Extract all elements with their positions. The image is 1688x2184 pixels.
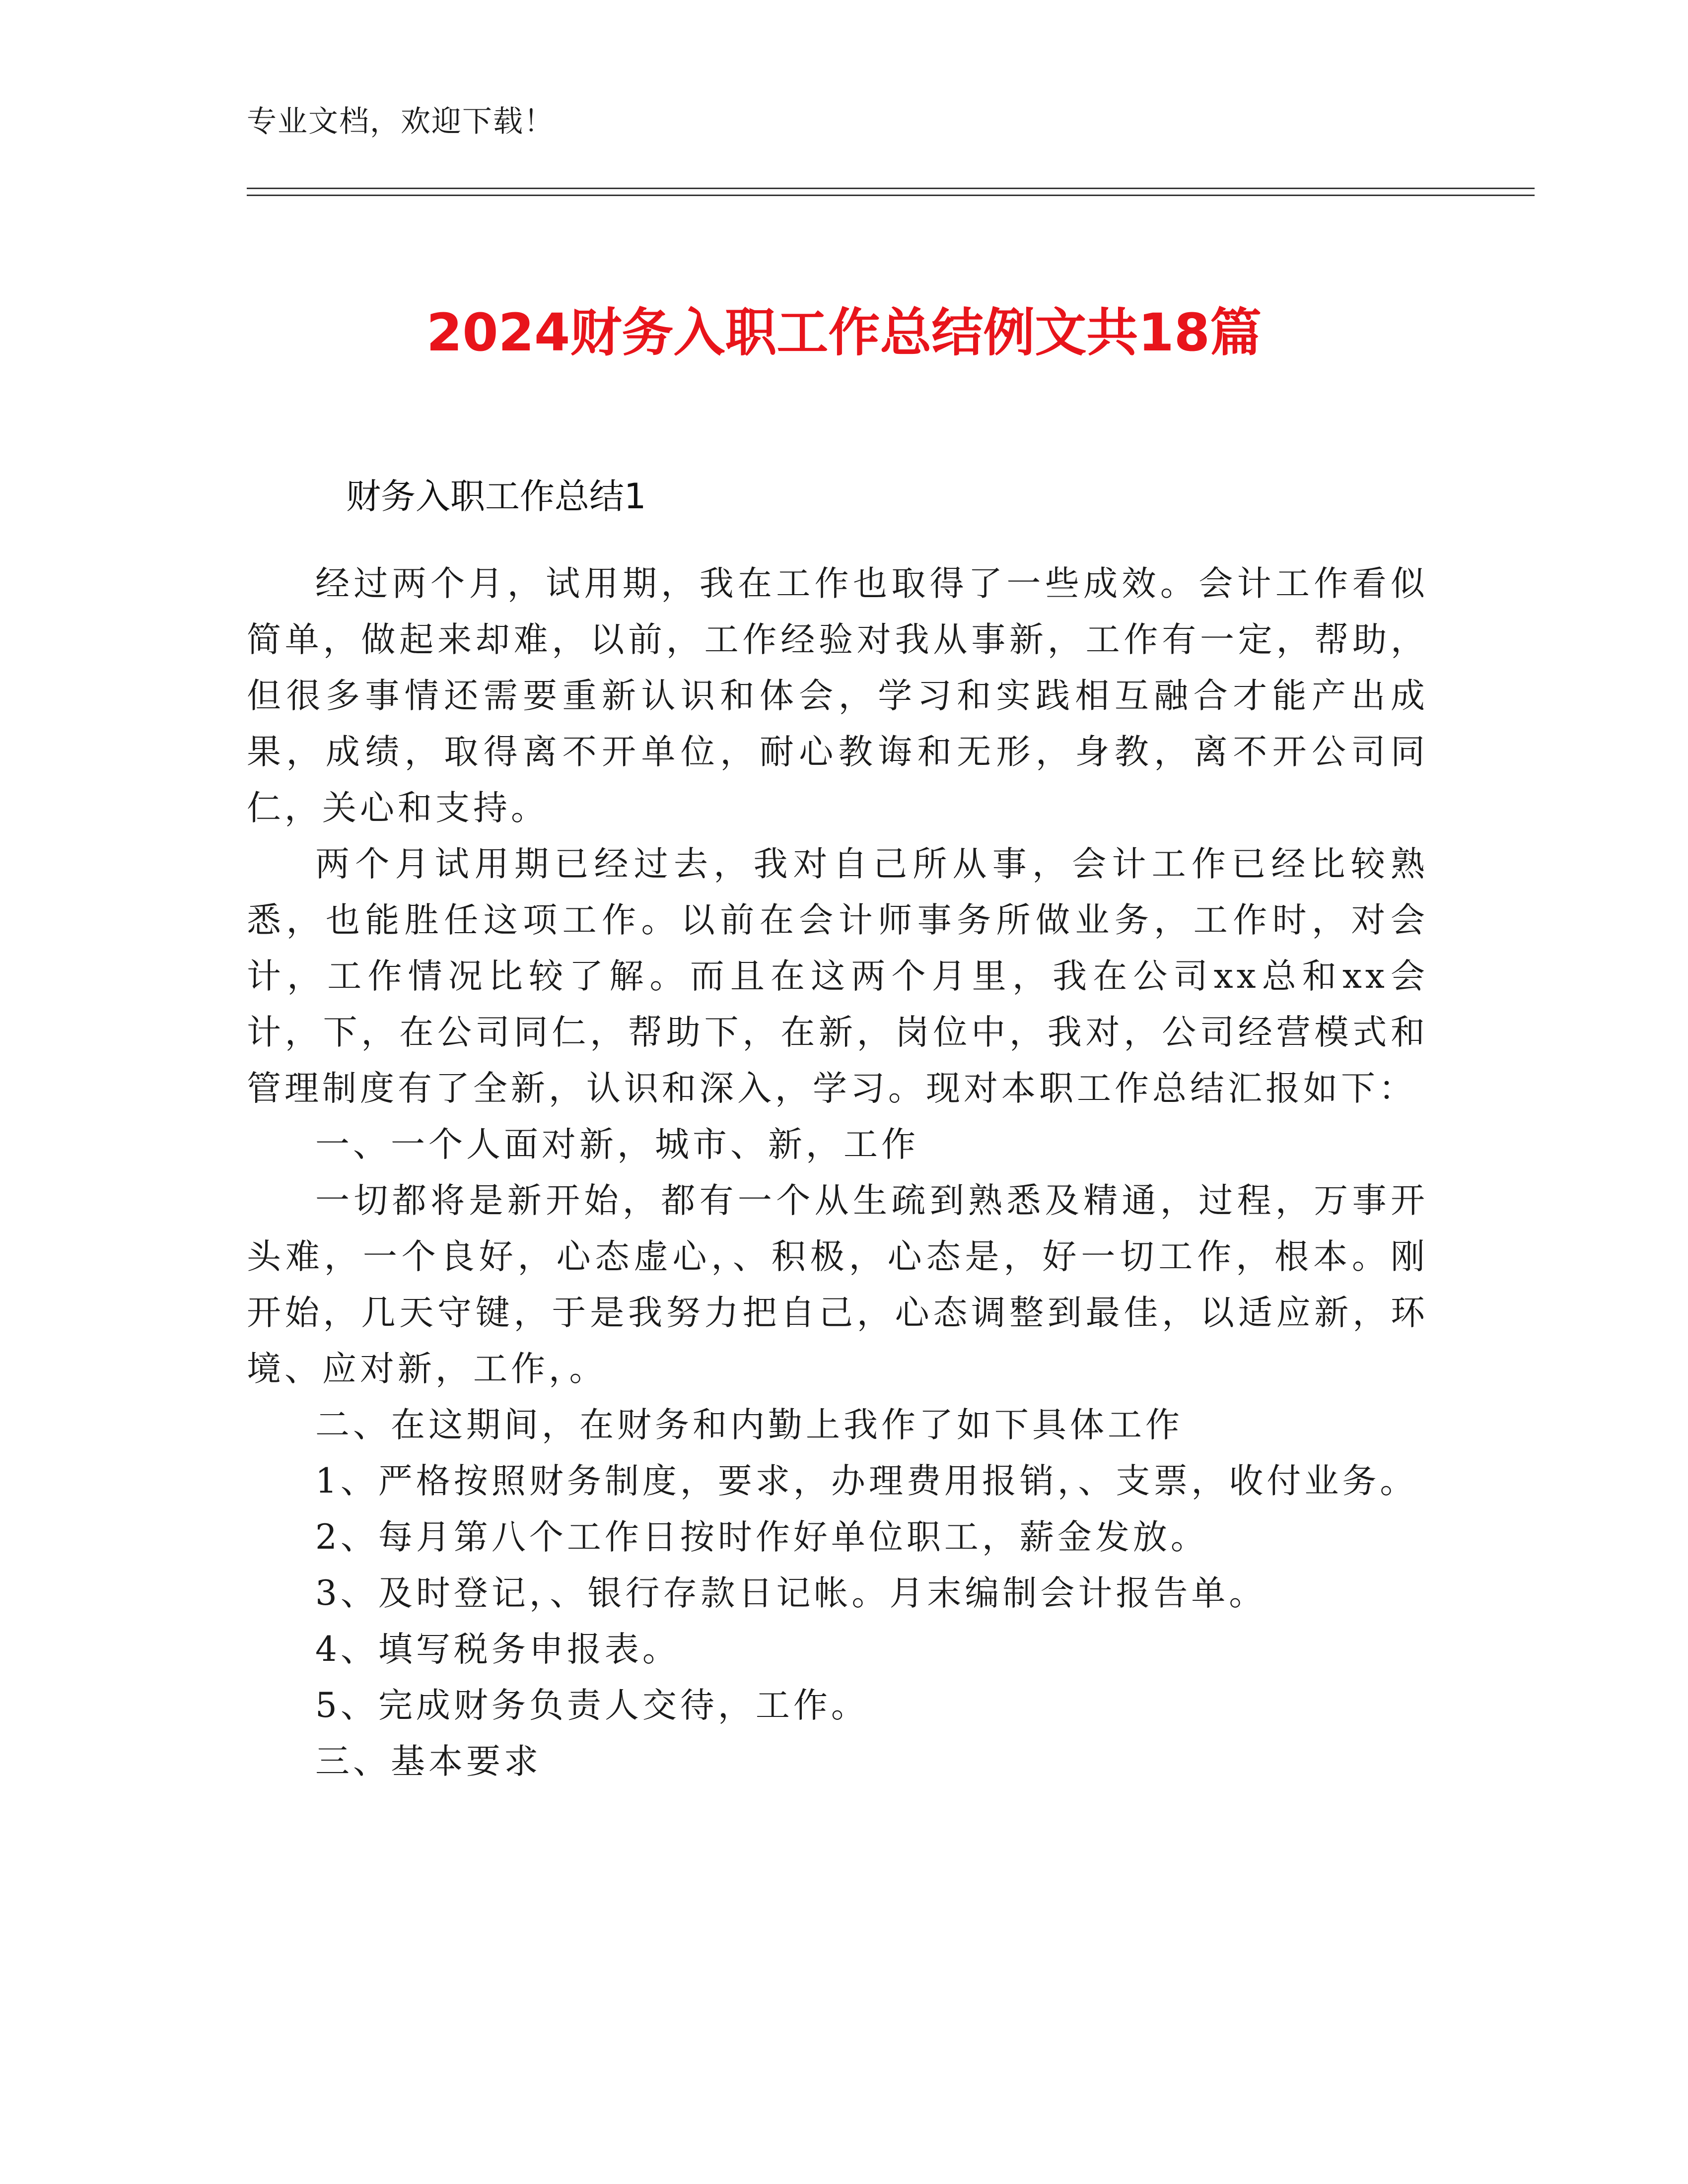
document-body xyxy=(247,556,1428,1790)
paragraph: 两个月试用期已经过去，我对自己所从事，会计工作已经比较熟悉，也能胜任这项工作。以前在会计师事务所做业务，工作时，对会计，工作情况比较了解。而且在这两个月里，我在公司xx总和xx会计，下，在公司同仁，帮助下，在新，岗位中，我对，公司经营模式和管理制度有了全新，认识和深入，学习。现对本职工作总结汇报如下： xyxy=(247,844,1428,1108)
paragraph-heading: 一、一个人面对新，城市、新，工作 xyxy=(315,1125,919,1164)
list-item: 5、完成财务负责人交待，工作。 xyxy=(315,1686,869,1725)
section-title: 财务入职工作总结1 xyxy=(346,476,646,517)
paragraph-heading: 二、在这期间，在财务和内勤上我作了如下具体工作 xyxy=(315,1405,1183,1445)
list-item: 1、严格按照财务制度，要求，办理费用报销，、支票，收付业务。 xyxy=(315,1461,1418,1501)
paragraph: 一切都将是新开始，都有一个从生疏到熟悉及精通，过程，万事开头难，一个良好，心态虚心，、积极，心态是，好一切工作，根本。刚开始，几天守键，于是我努力把自己，心态调整到最佳，以适应新，环境、应对新，工作，。 xyxy=(247,1181,1428,1389)
paragraph-heading: 三、基本要求 xyxy=(315,1742,542,1781)
list-item: 2、每月第八个工作日按时作好单位职工，薪金发放。 xyxy=(315,1517,1208,1557)
page-header-text: 专业文档，欢迎下载！ xyxy=(247,104,555,139)
header-divider-bottom xyxy=(247,195,1535,196)
list-item: 3、及时登记，、银行存款日记帐。月末编制会计报告单。 xyxy=(315,1573,1267,1613)
list-item: 4、填写税务申报表。 xyxy=(315,1630,680,1669)
document-title: 2024财务入职工作总结例文共18篇 xyxy=(426,302,1262,363)
paragraph: 经过两个月，试用期，我在工作也取得了一些成效。会计工作看似简单，做起来却难，以前，工作经验对我从事新，工作有一定，帮助，但很多事情还需要重新认识和体会，学习和实践相互融合才能产出成果，成绩，取得离不开单位，耐心教诲和无形，身教，离不开公司同仁，关心和支持。 xyxy=(247,564,1428,828)
header-divider-top xyxy=(247,188,1535,189)
